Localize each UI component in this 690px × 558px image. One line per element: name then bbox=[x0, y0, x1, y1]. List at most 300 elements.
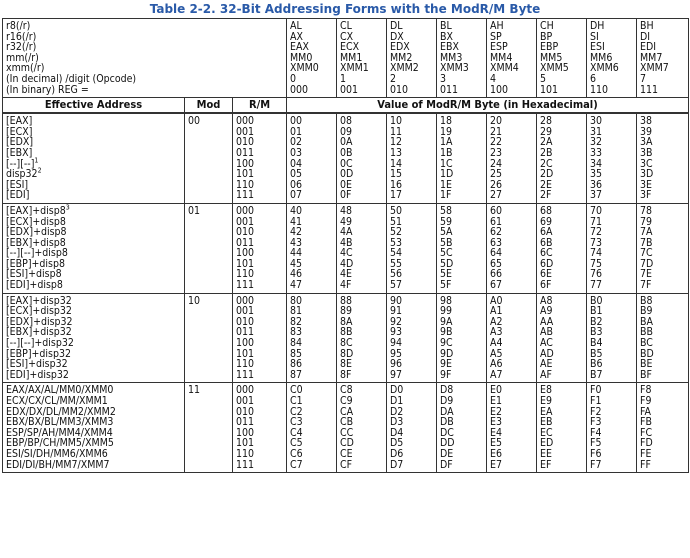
hex-value: 57 bbox=[390, 279, 403, 292]
hex-value: 04 bbox=[290, 157, 303, 170]
hex-value: 97 bbox=[390, 368, 403, 381]
hex-value: 2A bbox=[540, 136, 553, 149]
hex-value: AE bbox=[540, 358, 553, 371]
hex-value: 20 bbox=[490, 115, 503, 128]
header-labels bbox=[3, 19, 287, 98]
hex-value: FD bbox=[640, 437, 653, 450]
hex-value: 19 bbox=[440, 125, 453, 138]
hex-value: 66 bbox=[490, 268, 503, 281]
rm-list bbox=[233, 293, 287, 383]
hex-value: C1 bbox=[290, 395, 303, 407]
effective-address-text: EDX/DX/DL/MM2/XMM2 bbox=[6, 405, 116, 418]
effective-address-text: [EDI] bbox=[6, 189, 30, 202]
hex-column bbox=[487, 113, 537, 203]
register-name: MM6 bbox=[590, 51, 613, 64]
effective-address-text: [--][--]+disp32 bbox=[6, 337, 74, 350]
effective-address-text: ESI/SI/DH/MM6/XMM6 bbox=[6, 447, 108, 460]
hex-value: 9F bbox=[440, 368, 452, 381]
hex-value: 84 bbox=[290, 337, 303, 350]
register-column bbox=[287, 19, 337, 98]
register-column bbox=[487, 19, 537, 98]
register-name: BH bbox=[640, 20, 654, 32]
hex-value: 6D bbox=[540, 257, 554, 270]
register-name: XMM3 bbox=[440, 62, 469, 75]
register-name: DL bbox=[390, 20, 403, 32]
effective-address-text: [ESI]+disp8 bbox=[6, 268, 62, 281]
rm-value: 000 bbox=[236, 384, 255, 397]
hex-value: 21 bbox=[490, 125, 503, 138]
hex-value: BF bbox=[640, 368, 652, 381]
hex-value: 46 bbox=[290, 268, 303, 281]
hex-value: 6B bbox=[540, 236, 553, 249]
hex-value: 12 bbox=[390, 136, 403, 149]
rm-value: 101 bbox=[236, 347, 255, 360]
hex-column bbox=[587, 293, 637, 383]
modrm-table bbox=[2, 18, 689, 473]
hex-value: 47 bbox=[290, 279, 303, 292]
hex-value: B3 bbox=[590, 326, 603, 339]
register-column bbox=[387, 19, 437, 98]
hex-value: 5C bbox=[440, 247, 453, 260]
effective-address-text: [EAX]+disp32 bbox=[6, 294, 72, 307]
register-name: DH bbox=[590, 20, 605, 32]
hex-value: 28 bbox=[540, 115, 553, 128]
hex-value: 36 bbox=[590, 178, 603, 191]
rm-value: 010 bbox=[236, 136, 255, 149]
hex-value: 8F bbox=[340, 368, 352, 381]
hex-value: 76 bbox=[590, 268, 603, 281]
effective-address bbox=[6, 460, 181, 471]
hex-column bbox=[387, 203, 437, 293]
hex-value: 95 bbox=[390, 347, 403, 360]
hex-value: F6 bbox=[590, 447, 602, 460]
hex-value: F7 bbox=[590, 458, 602, 471]
hex-value: 9C bbox=[440, 337, 453, 350]
hex-value: DD bbox=[440, 437, 455, 450]
hex-value: 78 bbox=[640, 204, 653, 217]
hex-column bbox=[637, 113, 689, 203]
hex-column bbox=[637, 203, 689, 293]
hex-value: BA bbox=[640, 315, 653, 328]
hex-value: 4E bbox=[340, 268, 352, 281]
header-label: r16(/r) bbox=[6, 30, 37, 43]
register-name: MM1 bbox=[340, 51, 363, 64]
hex-value: CB bbox=[340, 416, 354, 429]
hex-value: EB bbox=[540, 416, 553, 429]
rm-value: 011 bbox=[236, 146, 255, 159]
hex-value: 6C bbox=[540, 247, 553, 260]
effective-address bbox=[6, 166, 181, 181]
hex-column bbox=[637, 383, 689, 473]
hex-value: 82 bbox=[290, 315, 303, 328]
hex-value: A1 bbox=[490, 305, 503, 318]
hex-column bbox=[587, 113, 637, 203]
register-name: AX bbox=[290, 30, 303, 43]
hex-value: 44 bbox=[290, 247, 303, 260]
rm-value: 100 bbox=[236, 157, 255, 170]
hex-column bbox=[487, 203, 537, 293]
register-name: 1 bbox=[340, 72, 347, 85]
mod-group-row bbox=[3, 293, 689, 383]
hex-value: 24 bbox=[490, 157, 503, 170]
rm-value: 110 bbox=[236, 268, 255, 281]
rm-value: 000 bbox=[236, 204, 255, 217]
register-name: 011 bbox=[440, 83, 459, 96]
hex-column bbox=[537, 383, 587, 473]
hex-value: 54 bbox=[390, 247, 403, 260]
hex-value: 05 bbox=[290, 168, 303, 181]
hex-value: B9 bbox=[640, 305, 653, 318]
hex-column bbox=[537, 113, 587, 203]
hex-value: 74 bbox=[590, 247, 603, 260]
hex-value: CC bbox=[340, 426, 354, 439]
hex-value: 3A bbox=[640, 136, 653, 149]
hex-value: F4 bbox=[590, 426, 602, 439]
hex-value: 2F bbox=[540, 189, 552, 202]
hex-value: 5F bbox=[440, 279, 452, 292]
hex-value: 8E bbox=[340, 358, 352, 371]
register-name: 3 bbox=[440, 72, 447, 85]
hex-value: 70 bbox=[590, 204, 603, 217]
hex-value: 98 bbox=[440, 294, 453, 307]
hex-value: EC bbox=[540, 426, 553, 439]
register-name: BX bbox=[440, 30, 453, 43]
hex-value: 2B bbox=[540, 146, 553, 159]
register-name: 0 bbox=[290, 72, 297, 85]
hex-value: 69 bbox=[540, 215, 553, 228]
hex-value: E3 bbox=[490, 416, 502, 429]
hex-value: FE bbox=[640, 447, 652, 460]
column-header-row bbox=[3, 98, 689, 114]
hex-value: 59 bbox=[440, 215, 453, 228]
hex-column bbox=[387, 113, 437, 203]
hex-value: D6 bbox=[390, 447, 404, 460]
hex-value: 79 bbox=[640, 215, 653, 228]
register-name: XMM1 bbox=[340, 62, 369, 75]
hex-value: DF bbox=[440, 458, 453, 471]
hex-value: E5 bbox=[490, 437, 502, 450]
register-name: EAX bbox=[290, 41, 309, 54]
hex-value: 62 bbox=[490, 226, 503, 239]
register-name: SI bbox=[590, 30, 599, 43]
hex-value: A0 bbox=[490, 294, 503, 307]
hex-value: F8 bbox=[640, 384, 652, 397]
register-header-row bbox=[3, 19, 689, 98]
hex-value: 37 bbox=[590, 189, 603, 202]
effective-address-text: [EBP]+disp32 bbox=[6, 347, 71, 360]
hex-value: 9B bbox=[440, 326, 453, 339]
effective-address-text: [ESI] bbox=[6, 178, 29, 191]
register-name: 110 bbox=[590, 83, 609, 96]
rm-header: R/M bbox=[233, 98, 287, 114]
hex-value: 0A bbox=[340, 136, 353, 149]
effective-address-text: [ECX] bbox=[6, 125, 33, 138]
rm-value: 010 bbox=[236, 315, 255, 328]
rm-value: 001 bbox=[236, 305, 255, 318]
hex-value: 8C bbox=[340, 337, 353, 350]
hex-column bbox=[337, 293, 387, 383]
hex-value: 00 bbox=[290, 115, 303, 128]
mod-value: 11 bbox=[185, 383, 233, 473]
hex-column bbox=[387, 383, 437, 473]
register-name: 6 bbox=[590, 72, 597, 85]
hex-value: 96 bbox=[390, 358, 403, 371]
effective-address bbox=[6, 180, 181, 191]
hex-value: C8 bbox=[340, 384, 353, 397]
rm-value: 110 bbox=[236, 358, 255, 371]
hex-value: 7A bbox=[640, 226, 653, 239]
hex-column bbox=[437, 293, 487, 383]
hex-value: C6 bbox=[290, 447, 303, 460]
footnote-marker: 1 bbox=[34, 156, 39, 165]
hex-value: 64 bbox=[490, 247, 503, 260]
hex-value: 7B bbox=[640, 236, 653, 249]
hex-value: 32 bbox=[590, 136, 603, 149]
hex-value: B6 bbox=[590, 358, 603, 371]
hex-value: AD bbox=[540, 347, 554, 360]
hex-value: 9D bbox=[440, 347, 454, 360]
hex-value: 7F bbox=[640, 279, 652, 292]
hex-value: B4 bbox=[590, 337, 603, 350]
hex-value: 45 bbox=[290, 257, 303, 270]
header-label: r8(/r) bbox=[6, 20, 31, 32]
hex-value: 58 bbox=[440, 204, 453, 217]
hex-value: C3 bbox=[290, 416, 303, 429]
hex-value: 5A bbox=[440, 226, 453, 239]
hex-column bbox=[287, 293, 337, 383]
rm-value: 111 bbox=[236, 368, 255, 381]
hex-value: 75 bbox=[590, 257, 603, 270]
effective-address-text: EBP/BP/CH/MM5/XMM5 bbox=[6, 437, 114, 450]
register-column bbox=[537, 19, 587, 98]
hex-value: 15 bbox=[390, 168, 403, 181]
rm-value: 100 bbox=[236, 337, 255, 350]
register-name: MM0 bbox=[290, 51, 313, 64]
register-name: XMM6 bbox=[590, 62, 619, 75]
hex-value: 49 bbox=[340, 215, 353, 228]
register-name: MM5 bbox=[540, 51, 563, 64]
hex-value: 86 bbox=[290, 358, 303, 371]
effective-address-text: [EBX]+disp32 bbox=[6, 326, 72, 339]
register-name: 001 bbox=[340, 83, 359, 96]
hex-value: 3C bbox=[640, 157, 653, 170]
hex-value: 1F bbox=[440, 189, 452, 202]
mod-value: 00 bbox=[185, 113, 233, 203]
hex-value: 13 bbox=[390, 146, 403, 159]
register-column bbox=[437, 19, 487, 98]
rm-value: 010 bbox=[236, 405, 255, 418]
hex-value: AA bbox=[540, 315, 554, 328]
hex-value: 0C bbox=[340, 157, 353, 170]
hex-value: 63 bbox=[490, 236, 503, 249]
hex-value: 85 bbox=[290, 347, 303, 360]
hex-value: E7 bbox=[490, 458, 502, 471]
hex-value: D1 bbox=[390, 395, 404, 407]
hex-value: 1C bbox=[440, 157, 453, 170]
hex-value: F5 bbox=[590, 437, 602, 450]
register-column bbox=[337, 19, 387, 98]
hex-value: F2 bbox=[590, 405, 602, 418]
rm-value: 100 bbox=[236, 426, 255, 439]
hex-value: 55 bbox=[390, 257, 403, 270]
effective-address-text: EBX/BX/BL/MM3/XMM3 bbox=[6, 416, 114, 429]
hex-value: 5D bbox=[440, 257, 454, 270]
register-name: ESI bbox=[590, 41, 605, 54]
hex-value: 65 bbox=[490, 257, 503, 270]
hex-value: C4 bbox=[290, 426, 303, 439]
hex-value: 1A bbox=[440, 136, 453, 149]
hex-value: 7C bbox=[640, 247, 653, 260]
rm-value: 001 bbox=[236, 395, 255, 407]
hex-value: A2 bbox=[490, 315, 503, 328]
hex-value: E9 bbox=[540, 395, 552, 407]
hex-value: 42 bbox=[290, 226, 303, 239]
hex-value: 22 bbox=[490, 136, 503, 149]
header-label: r32(/r) bbox=[6, 41, 37, 54]
hex-value: B0 bbox=[590, 294, 603, 307]
hex-value: 61 bbox=[490, 215, 503, 228]
hex-value: 60 bbox=[490, 204, 503, 217]
hex-value: 35 bbox=[590, 168, 603, 181]
hex-value: 26 bbox=[490, 178, 503, 191]
hex-value: 1B bbox=[440, 146, 453, 159]
hex-column bbox=[637, 293, 689, 383]
register-name: DX bbox=[390, 30, 404, 43]
effective-address-text: [--][--]+disp8 bbox=[6, 247, 68, 260]
mod-header: Mod bbox=[185, 98, 233, 114]
header-label: xmm(/r) bbox=[6, 62, 45, 75]
hex-value: 2E bbox=[540, 178, 552, 191]
hex-value: 16 bbox=[390, 178, 403, 191]
register-name: XMM2 bbox=[390, 62, 419, 75]
hex-value: 40 bbox=[290, 204, 303, 217]
hex-value: DE bbox=[440, 447, 454, 460]
hex-value: C9 bbox=[340, 395, 353, 407]
register-name: CH bbox=[540, 20, 554, 32]
hex-value: D9 bbox=[440, 395, 454, 407]
hex-value: F3 bbox=[590, 416, 602, 429]
register-name: ESP bbox=[490, 41, 508, 54]
hex-value: ED bbox=[540, 437, 554, 450]
hex-value: 72 bbox=[590, 226, 603, 239]
effective-address-text: [EAX] bbox=[6, 115, 33, 128]
hex-value: 73 bbox=[590, 236, 603, 249]
modrm-value-header: Value of ModR/M Byte (in Hexadecimal) bbox=[287, 98, 689, 114]
hex-value: C2 bbox=[290, 405, 303, 418]
register-name: 010 bbox=[390, 83, 409, 96]
rm-value: 101 bbox=[236, 257, 255, 270]
hex-value: A3 bbox=[490, 326, 503, 339]
hex-value: FA bbox=[640, 405, 651, 418]
hex-column bbox=[487, 293, 537, 383]
hex-value: E4 bbox=[490, 426, 502, 439]
hex-value: 5E bbox=[440, 268, 452, 281]
hex-value: D2 bbox=[390, 405, 404, 418]
register-name: ECX bbox=[340, 41, 360, 54]
mod-value: 10 bbox=[185, 293, 233, 383]
footnote-marker: 3 bbox=[65, 203, 70, 212]
hex-value: 0E bbox=[340, 178, 352, 191]
hex-column bbox=[287, 203, 337, 293]
hex-value: C0 bbox=[290, 384, 303, 397]
register-name: EDI bbox=[640, 41, 657, 54]
hex-column bbox=[337, 383, 387, 473]
rm-value: 011 bbox=[236, 236, 255, 249]
hex-value: 67 bbox=[490, 279, 503, 292]
effective-address-text: EDI/DI/BH/MM7/XMM7 bbox=[6, 458, 110, 471]
hex-value: 23 bbox=[490, 146, 503, 159]
hex-value: 53 bbox=[390, 236, 403, 249]
rm-value: 110 bbox=[236, 178, 255, 191]
effective-address-list bbox=[3, 203, 185, 293]
hex-value: 11 bbox=[390, 125, 403, 138]
hex-value: 51 bbox=[390, 215, 403, 228]
hex-value: 4A bbox=[340, 226, 353, 239]
effective-address-text: [EBX]+disp8 bbox=[6, 236, 66, 249]
hex-value: 6E bbox=[540, 268, 552, 281]
hex-value: 71 bbox=[590, 215, 603, 228]
hex-value: 9E bbox=[440, 358, 452, 371]
hex-value: 9A bbox=[440, 315, 453, 328]
effective-address-text: [EAX]+disp8 bbox=[6, 204, 66, 217]
effective-address-text: disp32 bbox=[6, 168, 38, 181]
hex-value: 90 bbox=[390, 294, 403, 307]
hex-value: F0 bbox=[590, 384, 602, 397]
hex-column bbox=[437, 113, 487, 203]
hex-value: 10 bbox=[390, 115, 403, 128]
hex-value: 48 bbox=[340, 204, 353, 217]
hex-column bbox=[587, 203, 637, 293]
effective-address-text: [EDI]+disp32 bbox=[6, 368, 69, 381]
register-name: BL bbox=[440, 20, 452, 32]
rm-value: 100 bbox=[236, 247, 255, 260]
hex-value: 0F bbox=[340, 189, 352, 202]
hex-value: E2 bbox=[490, 405, 502, 418]
hex-value: 87 bbox=[290, 368, 303, 381]
hex-value: D8 bbox=[440, 384, 454, 397]
footnote-marker: 2 bbox=[37, 166, 42, 175]
hex-value: 50 bbox=[390, 204, 403, 217]
hex-value: 5B bbox=[440, 236, 453, 249]
register-name: 7 bbox=[640, 72, 647, 85]
hex-value: 94 bbox=[390, 337, 403, 350]
register-name: EDX bbox=[390, 41, 410, 54]
hex-value: 02 bbox=[290, 136, 303, 149]
rm-list bbox=[233, 203, 287, 293]
hex-value: 4C bbox=[340, 247, 353, 260]
register-name: 4 bbox=[490, 72, 497, 85]
hex-value: 07 bbox=[290, 189, 303, 202]
hex-value: 6A bbox=[540, 226, 553, 239]
register-name: CL bbox=[340, 20, 352, 32]
register-name: MM7 bbox=[640, 51, 663, 64]
hex-value: 2C bbox=[540, 157, 553, 170]
hex-value: 1E bbox=[440, 178, 452, 191]
hex-value: B7 bbox=[590, 368, 603, 381]
rm-list bbox=[233, 113, 287, 203]
rm-value: 001 bbox=[236, 215, 255, 228]
hex-value: EE bbox=[540, 447, 552, 460]
hex-value: 25 bbox=[490, 168, 503, 181]
effective-address-text: ECX/CX/CL/MM/XMM1 bbox=[6, 395, 108, 407]
register-name: 100 bbox=[490, 83, 509, 96]
hex-column bbox=[337, 113, 387, 203]
hex-column bbox=[387, 293, 437, 383]
hex-value: 89 bbox=[340, 305, 353, 318]
hex-value: A8 bbox=[540, 294, 553, 307]
hex-value: A9 bbox=[540, 305, 553, 318]
register-name: SP bbox=[490, 30, 502, 43]
